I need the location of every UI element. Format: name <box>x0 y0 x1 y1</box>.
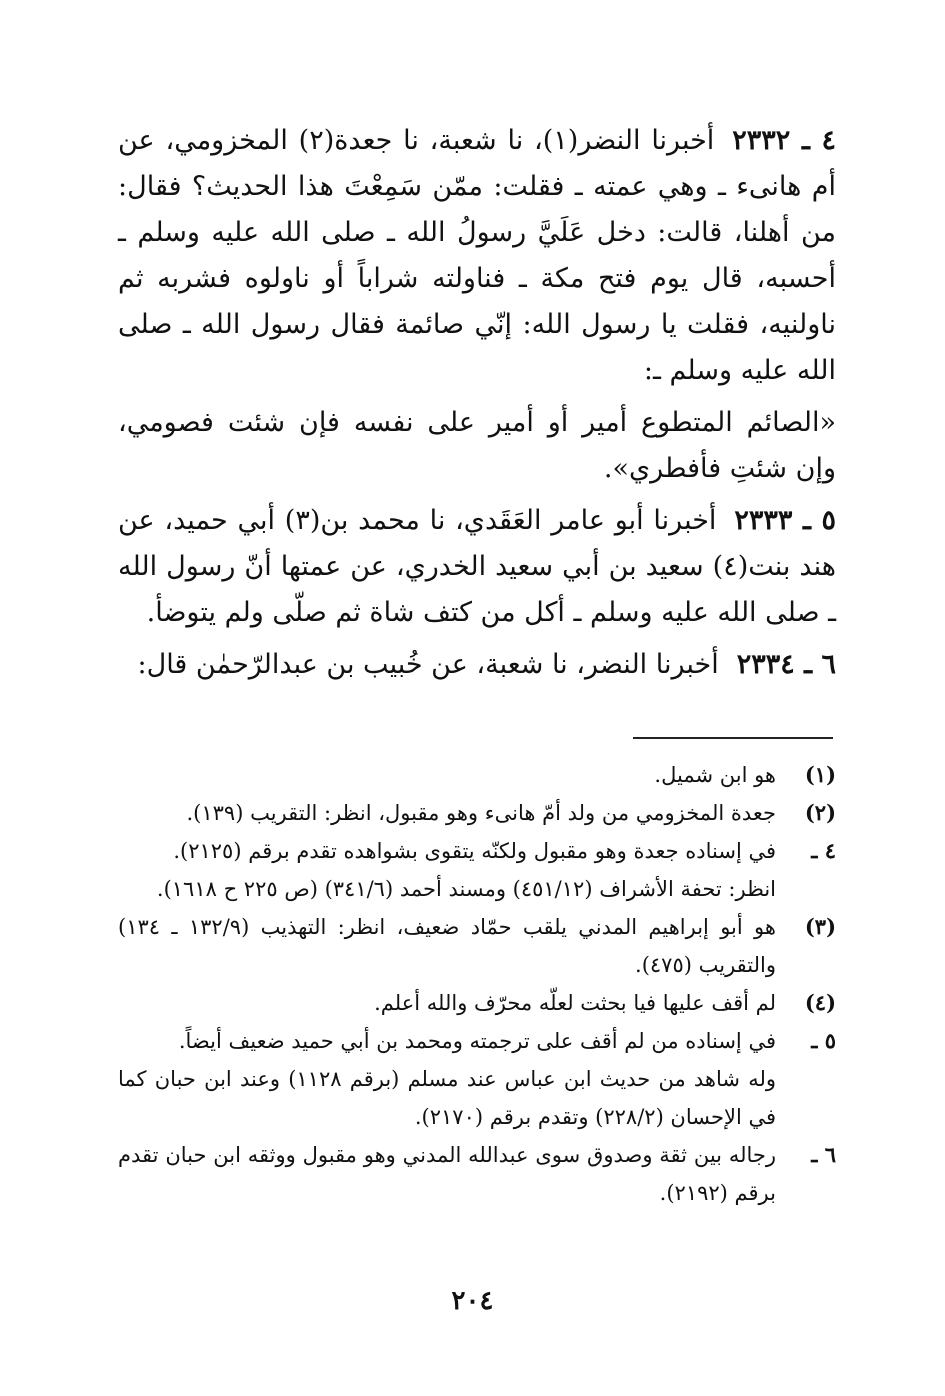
footnote-4 <box>118 984 836 1022</box>
footnote-separator <box>633 737 833 739</box>
quote-text: «الصائم المتطوع أمير أو أمير على نفسه فإن شئت فصومي، وإن شئتِ فأفطري». <box>118 407 836 484</box>
footnote-mark <box>776 1060 836 1136</box>
hadith-text: أخبرنا النضر، نا شعبة، عن خُبيب بن عبدالرّحمٰن قال: <box>137 649 719 680</box>
footnote-mark: (٤) <box>804 990 836 1015</box>
footnote-2 <box>118 794 836 832</box>
footnote-mark: (٢) <box>804 800 836 825</box>
hadith-text: أخبرنا أبو عامر العَقَدي، نا محمد بن(٣) أبي حميد، عن هند بنت(٤) سعيد بن أبي سعيد الخدري، عن عمتها أنّ رسول الله ـ صلى الله عليه وسلم ـ أكل من كتف شاة ثم صلّى ولم يتوضأ. <box>118 505 836 628</box>
footnote-text: جعدة المخزومي من ولد أمّ هانىء وهو مقبول، انظر: التقريب (١٣٩). <box>186 801 776 825</box>
footnote-mark: ٥ ـ <box>811 1028 836 1053</box>
footnote-text: في إسناده جعدة وهو مقبول ولكنّه يتقوى بشواهده تقدم برقم (٢١٢٥). <box>173 839 776 863</box>
footnote-1 <box>118 756 836 794</box>
footnote-text: لم أقف عليها فيا بحثت لعلّه محرّف والله أعلم. <box>374 991 776 1015</box>
footnote-text: هو ابن شميل. <box>654 763 776 787</box>
hadith-text: أخبرنا النضر(١)، نا شعبة، نا جعدة(٢) المخزومي، عن أم هانىء ـ وهي عمته ـ فقلت: ممّن سَمِعْتَ هذا الحديث؟ فقال: من أهلنا، قالت: دخل عَلَيَّ رسولُ الله ـ صلى الله عليه وسلم ـ أحسبه، قال يوم فتح مكة ـ فناولته شراباً أو ناولوه فشربه ثم ناولنيه، فقلت يا رسول الله: إنّي صائمة فقال رسول الله ـ صلى الله عليه وسلم ـ: <box>118 125 836 386</box>
hadith-number: ٦ ـ ٢٣٣٤ <box>736 649 836 680</box>
footnote-takhrij-5 <box>118 1022 836 1060</box>
footnotes <box>118 756 836 1212</box>
footnote-text: وله شاهد من حديث ابن عباس عند مسلم (برقم ١١٢٨) وعند ابن حبان كما في الإحسان (٢٢٨/٢) وتقدم برقم (٢١٧٠). <box>118 1067 776 1129</box>
footnote-takhrij-4 <box>118 832 836 870</box>
footnote-takhrij-4-cont <box>118 870 836 908</box>
page-number: ٢٠٤ <box>451 1286 494 1316</box>
hadith-2332 <box>118 118 836 394</box>
main-text <box>118 118 836 694</box>
footnote-mark <box>776 870 836 908</box>
footnote-text: هو أبو إبراهيم المدني يلقب حمّاد ضعيف، انظر: التهذيب (١٣٢/٩ ـ ١٣٤) والتقريب (٤٧٥). <box>118 915 776 977</box>
footnote-mark: (٣) <box>804 914 836 939</box>
footnote-takhrij-5-cont <box>118 1060 836 1136</box>
hadith-2332-quote <box>118 400 836 492</box>
footnote-text: انظر: تحفة الأشراف (٤٥١/١٢) ومسند أحمد (٣٤١/٦) (ص ٢٢٥ ح ١٦١٨). <box>156 877 776 901</box>
footnote-mark: ٤ ـ <box>811 838 836 863</box>
footnote-mark: ٦ ـ <box>811 1142 836 1167</box>
footnote-mark: (١) <box>804 762 836 787</box>
hadith-number: ٥ ـ ٢٣٣٣ <box>734 505 836 536</box>
hadith-number: ٤ ـ ٢٣٣٢ <box>732 125 836 156</box>
hadith-2334 <box>118 642 836 688</box>
footnote-text: في إسناده من لم أقف على ترجمته ومحمد بن أبي حميد ضعيف أيضاً. <box>178 1029 776 1053</box>
footnote-3 <box>118 908 836 984</box>
footnote-takhrij-6 <box>118 1136 836 1212</box>
footnote-text: رجاله بين ثقة وصدوق سوى عبدالله المدني وهو مقبول ووثقه ابن حبان تقدم برقم (٢١٩٢). <box>118 1143 776 1205</box>
hadith-2333 <box>118 498 836 636</box>
